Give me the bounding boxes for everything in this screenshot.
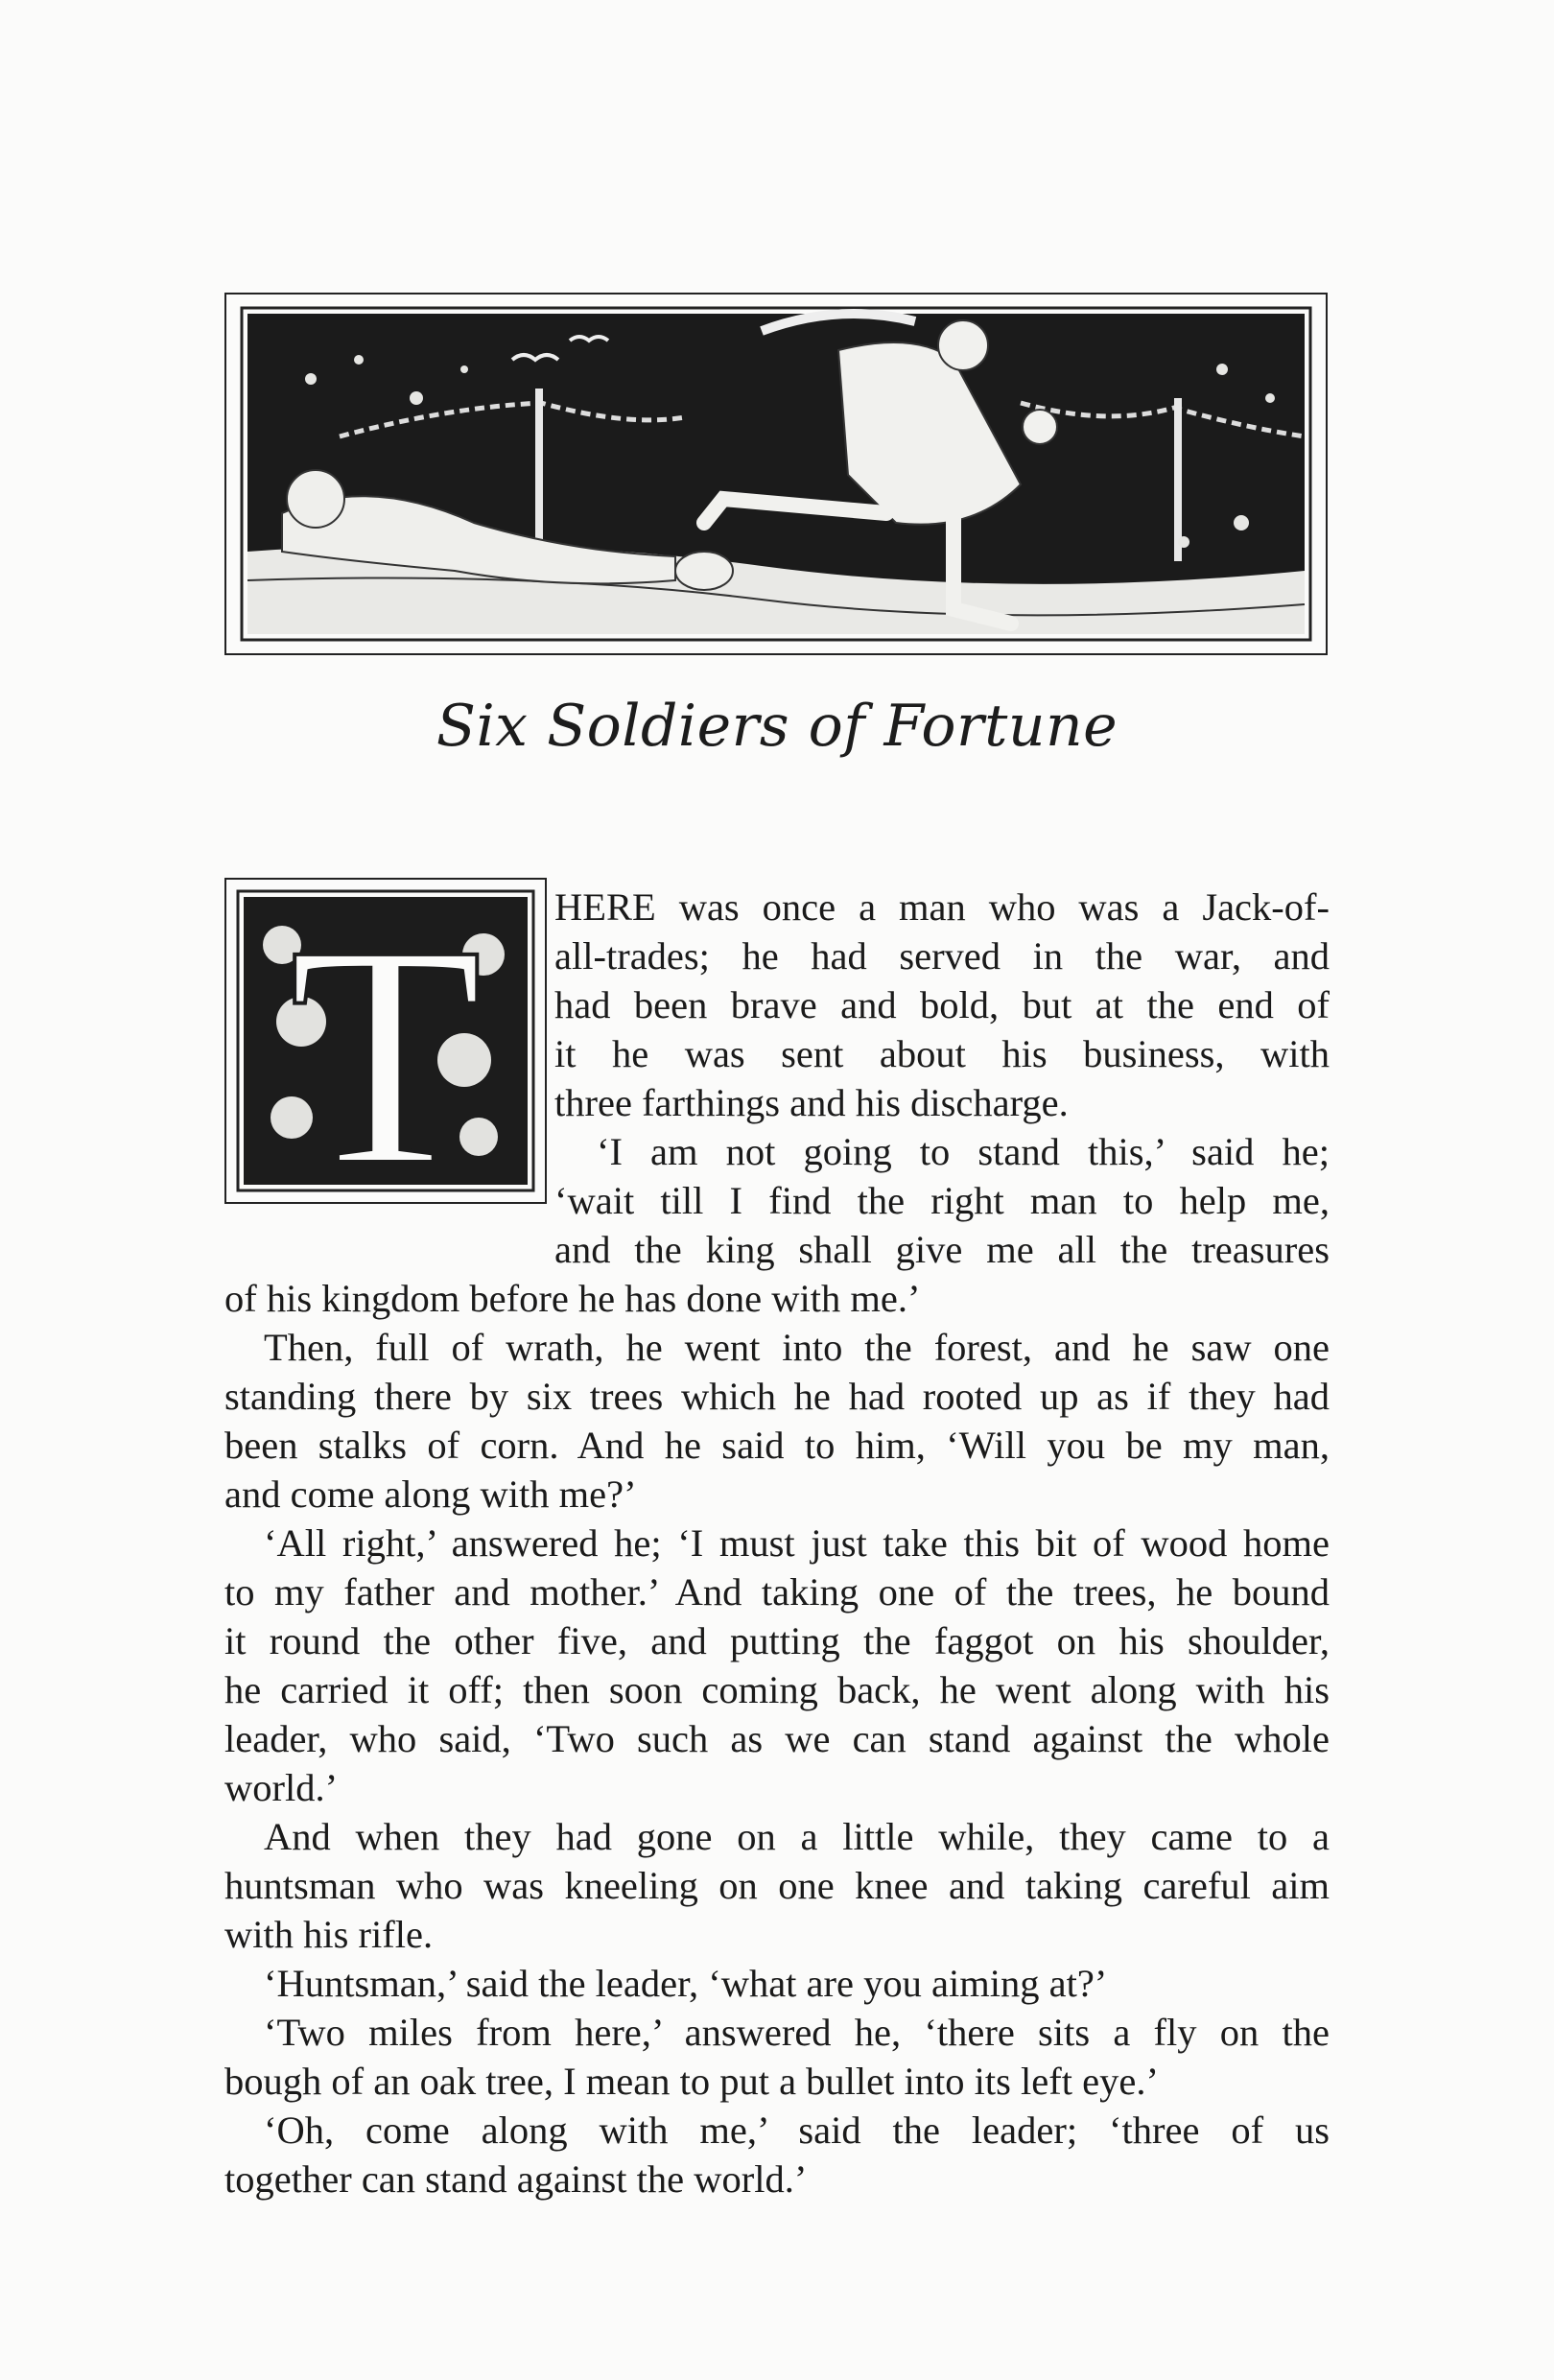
text-line: and the king shall give me all the treasures xyxy=(554,1228,1330,1271)
story-title: Six Soldiers of Fortune xyxy=(436,693,1118,760)
drop-cap-initial xyxy=(224,878,547,1204)
text-line: HERE was once a man who was a Jack-of- xyxy=(554,885,1330,929)
text-line: ‘Huntsman,’ said the leader, ‘what are you aiming at?’ xyxy=(264,1962,1108,2005)
text-line: all-trades; he had served in the war, and xyxy=(554,934,1330,978)
text-line: with his rifle. xyxy=(224,1913,434,1956)
text-line: huntsman who was kneeling on one knee and taking careful aim xyxy=(224,1864,1330,1907)
text-line: ‘All right,’ answered he; ‘I must just take this bit of wood home xyxy=(264,1521,1330,1565)
text-line: bough of an oak tree, I mean to put a bullet into its left eye.’ xyxy=(224,2060,1159,2103)
text-line: ‘Oh, come along with me,’ said the leader; ‘three of us xyxy=(264,2109,1330,2152)
text-line: leader, who said, ‘Two such as we can stand against the whole xyxy=(224,1717,1330,1760)
text-line: it he was sent about his business, with xyxy=(554,1032,1330,1075)
text-line: ‘wait till I find the right man to help me, xyxy=(554,1179,1330,1222)
header-illustration xyxy=(224,293,1328,655)
drop-cap-letter: T xyxy=(289,881,483,1204)
text-line: he carried it off; then soon coming back, he went along with his xyxy=(224,1668,1330,1711)
text-line: been stalks of corn. And he said to him, ‘Will you be my man, xyxy=(224,1424,1330,1467)
text-line: ‘Two miles from here,’ answered he, ‘there sits a fly on the xyxy=(264,2011,1330,2054)
text-line: and come along with me?’ xyxy=(224,1473,637,1516)
text-line: together can stand against the world.’ xyxy=(224,2157,808,2201)
text-line: Then, full of wrath, he went into the forest, and he saw one xyxy=(264,1326,1330,1369)
text-line: world.’ xyxy=(224,1766,339,1809)
text-line: it round the other five, and putting the faggot on his shoulder, xyxy=(224,1619,1330,1662)
text-line: ‘I am not going to stand this,’ said he; xyxy=(597,1130,1330,1173)
text-line: to my father and mother.’ And taking one of the trees, he bound xyxy=(224,1570,1330,1614)
text-line: three farthings and his discharge. xyxy=(554,1081,1069,1124)
text-line: standing there by six trees which he had rooted up as if they had xyxy=(224,1375,1330,1418)
text-line: of his kingdom before he has done with me.’ xyxy=(224,1277,921,1320)
text-line: And when they had gone on a little while, they came to a xyxy=(264,1815,1330,1858)
text-line: had been brave and bold, but at the end of xyxy=(554,983,1330,1026)
